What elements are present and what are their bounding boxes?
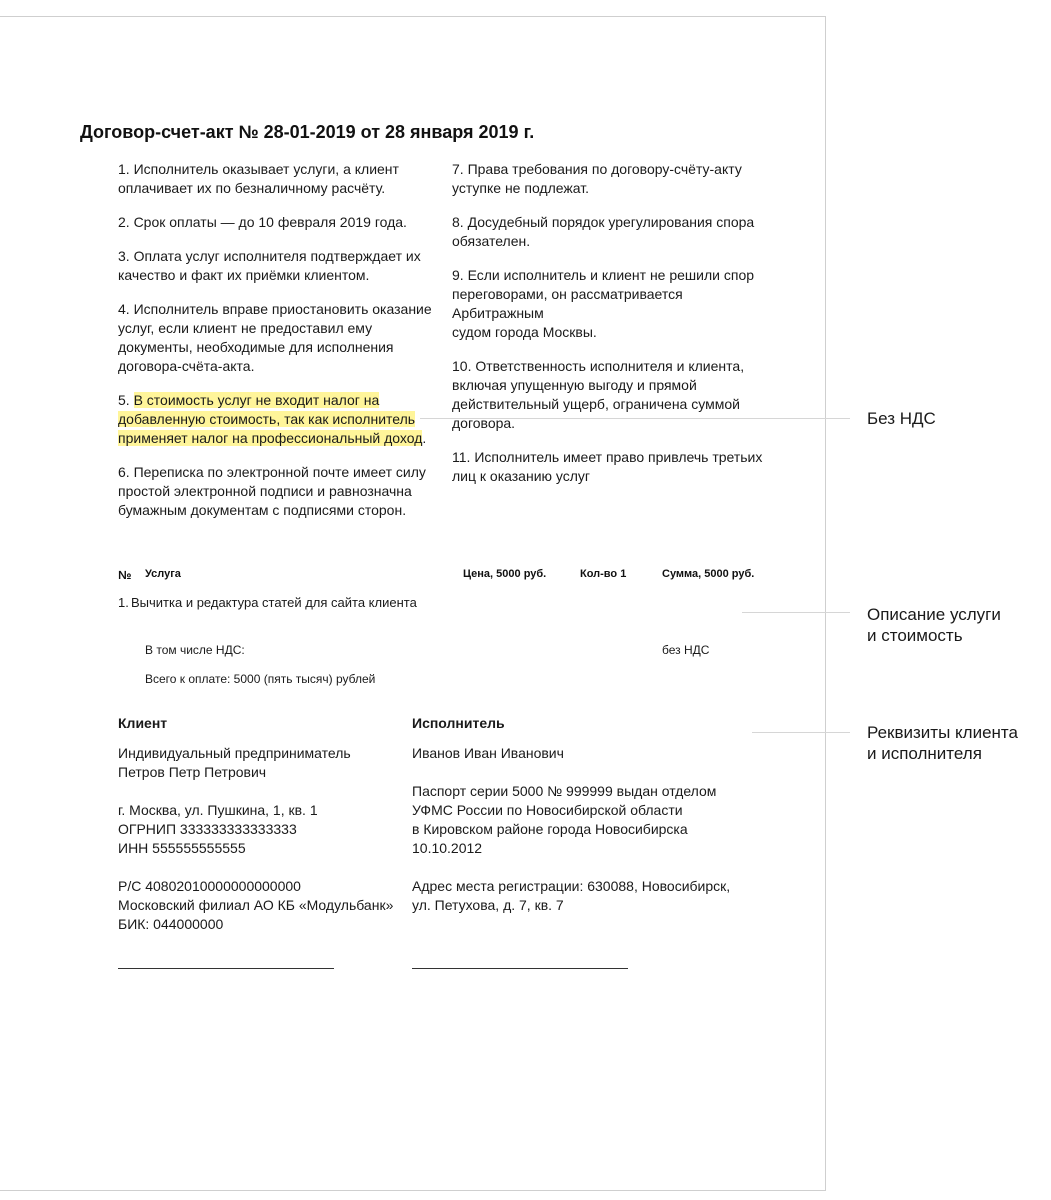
vat-value: без НДС <box>662 643 710 657</box>
table-row-service: Вычитка и редактура статей для сайта клиента <box>131 595 417 610</box>
clause-11: 11. Исполнитель имеет право привлечь третьих лиц к оказанию услуг <box>452 449 763 484</box>
clauses-right-column <box>452 160 772 501</box>
clause-6: 6. Переписка по электронной почте имеет силу простой электронной подписи и равнозначна бумажным документам с подписями сторон. <box>118 464 426 518</box>
executor-signature-line <box>412 968 628 969</box>
callout-line-vat <box>420 418 850 419</box>
clause-4: 4. Исполнитель вправе приостановить оказание услуг, если клиент не предоставил ему документы, необходимые для исполнения договора-счёта-акта. <box>118 301 432 374</box>
table-header-price: Цена, 5000 руб. <box>463 568 547 580</box>
table-row-number: 1. <box>118 595 129 610</box>
callout-requisites: Реквизиты клиента и исполнителя <box>867 723 1018 763</box>
clause-5-vat: 5. В стоимость услуг не входит налог на добавленную стоимость, так как исполнитель применяет налог на профессиональный доход. <box>118 392 427 446</box>
callout-service-description: Описание услуги и стоимость <box>867 605 1001 645</box>
clause-2: 2. Срок оплаты — до 10 февраля 2019 года. <box>118 214 407 230</box>
clause-1: 1. Исполнитель оказывает услуги, а клиент оплачивает их по безналичному расчёту. <box>118 161 399 196</box>
executor-heading: Исполнитель <box>412 715 505 731</box>
clause-10: 10. Ответственность исполнителя и клиента, включая упущенную выгоду и прямой действительный ущерб, ограничена суммой договора. <box>452 358 745 431</box>
client-signature-line <box>118 968 334 969</box>
table-header-sum: Сумма, 5000 руб. <box>662 568 755 580</box>
table-header-service: Услуга <box>145 568 181 580</box>
table-header-quantity: Кол-во 1 <box>580 568 627 580</box>
table-header-number: № <box>118 568 132 582</box>
callout-line-service <box>742 612 850 613</box>
vat-highlight: применяет налог на профессиональный доход <box>118 430 423 446</box>
clauses-left-column <box>118 160 438 535</box>
vat-label: В том числе НДС: <box>145 643 245 657</box>
callout-no-vat: Без НДС <box>867 409 936 428</box>
callout-line-requisites <box>752 732 850 733</box>
vat-highlight: добавленную стоимость, так как исполнитель <box>118 411 416 427</box>
document-title: Договор-счет-акт № 28-01-2019 от 28 января 2019 г. <box>80 122 535 142</box>
client-heading: Клиент <box>118 715 168 731</box>
clause-3: 3. Оплата услуг исполнителя подтверждает их качество и факт их приёмки клиентом. <box>118 248 421 283</box>
executor-details: Иванов Иван Иванович Паспорт серии 5000 № 999999 выдан отделом УФМС России по Новосибирской области в Кировском районе города Новосибирска 10.10.2012 Адрес места регистрации: 630088, Новосибирск, ул. Петухова, д. 7, кв. 7 <box>412 745 731 913</box>
clause-9: 9. Если исполнитель и клиент не решили спор переговорами, он рассматривается Арбитражным судом города Москвы. <box>452 267 755 340</box>
clause-7: 7. Права требования по договору-счёту-акту уступке не подлежат. <box>452 161 742 196</box>
vat-highlight: В стоимость услуг не входит налог на <box>133 392 380 408</box>
total-to-pay: Всего к оплате: 5000 (пять тысяч) рублей <box>145 672 376 686</box>
client-details: Индивидуальный предприниматель Петров Петр Петрович г. Москва, ул. Пушкина, 1, кв. 1 ОГРНИП 333333333333333 ИНН 555555555555 Р/С 40802010000000000000 Московский филиал АО КБ «Модульбанк» БИК: 044000000 <box>118 745 394 932</box>
clause-8: 8. Досудебный порядок урегулирования спора обязателен. <box>452 214 755 249</box>
